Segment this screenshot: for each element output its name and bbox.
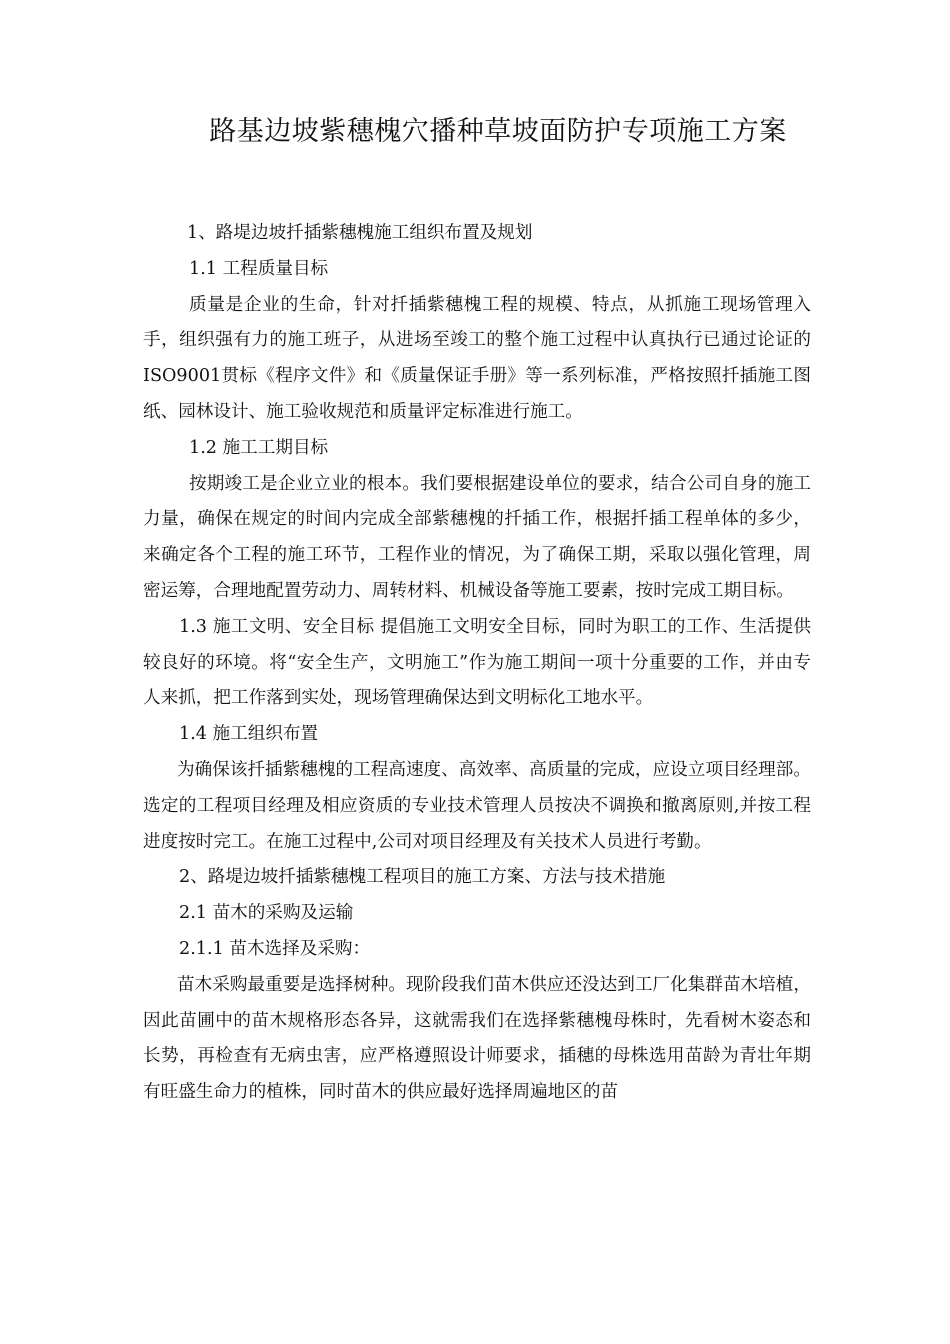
subsection-heading-2-1-1: 2.1.1 苗木选择及采购：	[179, 938, 371, 959]
paragraph-quality-goal: 质量是企业的生命，针对扦插紫穗槐工程的规模、特点，从抓施工现场管理入手，组织强有力的施工班子，从进场至竣工的整个施工过程中认真执行已通过论证的ISO9001贯标《程序文件》和《质量保证手册》等一系列标准，严格按照扦插施工图纸、园林设计、施工验收规范和质量评定标准进行施工。	[143, 294, 811, 422]
paragraph-seedling-selection: 苗木采购最重要是选择树种。现阶段我们苗木供应还没达到工厂化集群苗木培植，因此苗圃中的苗木规格形态各异，这就需我们在选择紫穗槐母株时，先看树木姿态和长势，再检查有无病虫害，应严格遵照设计师要求，插穗的母株选用苗龄为青壮年期有旺盛生命力的植株，同时苗木的供应最好选择周遍地区的苗	[143, 974, 811, 1103]
document-body	[143, 216, 811, 1111]
document-title: 路基边坡紫穗槐穴播种草坡面防护专项施工方案	[209, 116, 787, 147]
paragraph-schedule-goal: 按期竣工是企业立业的根本。我们要根据建设单位的要求，结合公司自身的施工力量，确保在规定的时间内完成全部紫穗槐的扦插工作，根据扦插工程单体的多少，来确定各个工程的施工环节，工程作业的情况，为了确保工期，采取以强化管理，周密运筹，合理地配置劳动力、周转材料、机械设备等施工要素，按时完成工期目标。	[143, 473, 811, 601]
section-heading-1: 1、路堤边坡扦插紫穗槐施工组织布置及规划	[187, 223, 533, 243]
subsection-heading-2-1: 2.1 苗木的采购及运输	[179, 903, 354, 924]
section-heading-2: 2、路堤边坡扦插紫穗槐工程项目的施工方案、方法与技术措施	[179, 867, 666, 888]
subsection-heading-1-2: 1.2 施工工期目标	[189, 437, 329, 458]
paragraph-safety-goal: 1.3 施工文明、安全目标 提倡施工文明安全目标，同时为职工的工作、生活提供较良好的环境。将“安全生产，文明施工”作为施工期间一项十分重要的工作，并由专人来抓，把工作落到实处，现场管理确保达到文明标化工地水平。	[143, 616, 811, 709]
subsection-heading-1-1: 1.1 工程质量目标	[189, 258, 329, 279]
subsection-heading-1-4: 1.4 施工组织布置	[179, 724, 319, 745]
paragraph-organization: 为确保该扦插紫穗槐的工程高速度、高效率、高质量的完成，应设立项目经理部。选定的工程项目经理及相应资质的专业技术管理人员按决不调换和撤离原则,并按工程进度按时完工。在施工过程中,公司对项目经理及有关技术人员进行考勤。	[143, 759, 811, 852]
